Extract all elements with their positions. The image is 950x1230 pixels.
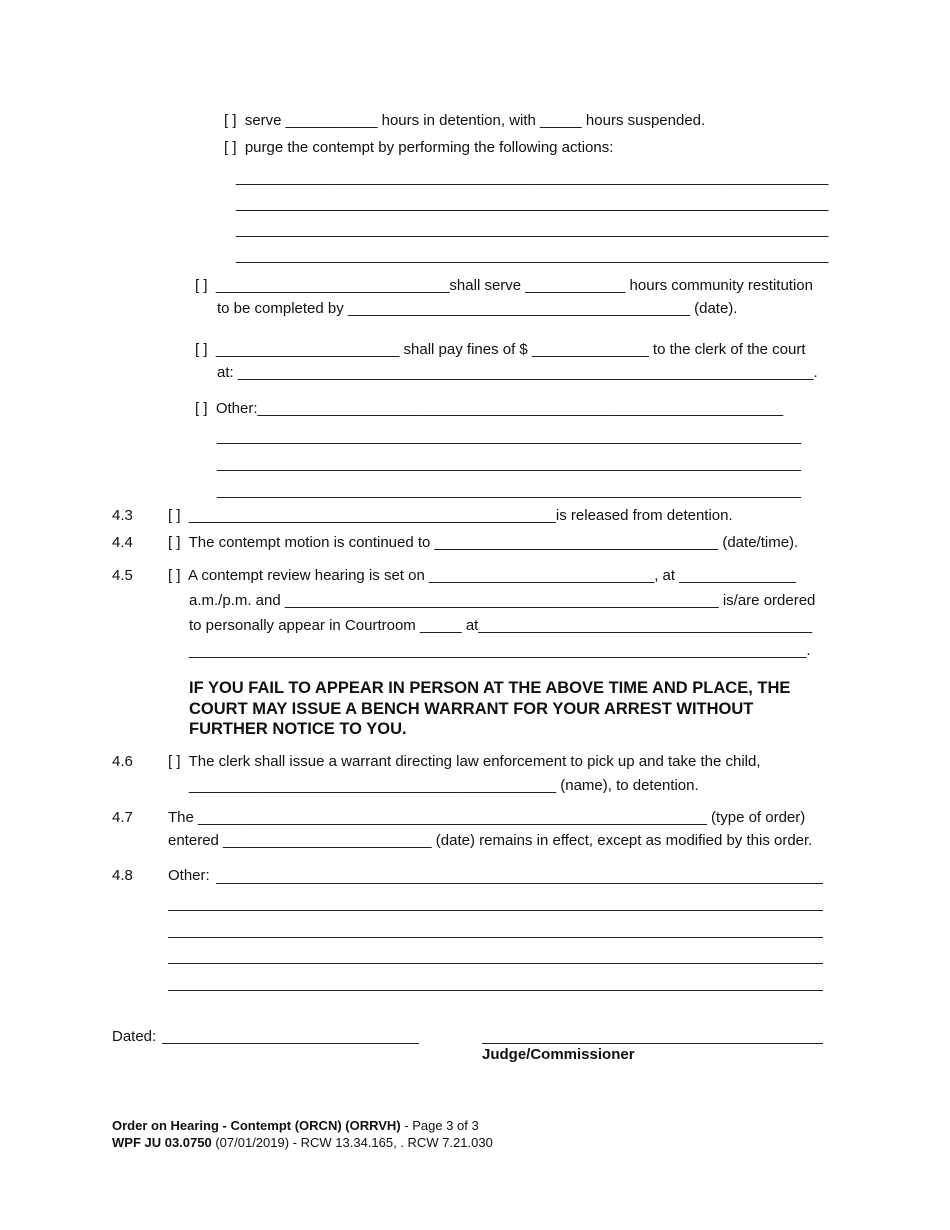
restitution-date-line[interactable]: to be completed by _________________________________________ (date). — [217, 300, 738, 317]
judge-commissioner-label: Judge/Commissioner — [482, 1046, 635, 1063]
section-number-4-6: 4.6 — [112, 753, 133, 770]
other-field-line[interactable] — [216, 883, 823, 884]
purge-blank-line[interactable]: _______________________________________________________________________ — [236, 221, 829, 238]
warrant-option[interactable]: [ ] The clerk shall issue a warrant directing law enforcement to pick up and take the child, — [168, 753, 761, 770]
warning-line: FURTHER NOTICE TO YOU. — [189, 720, 407, 738]
dated-label: Dated: — [112, 1028, 157, 1045]
other-field-line[interactable] — [168, 963, 823, 964]
section-number-4-7: 4.7 — [112, 809, 133, 826]
footer-title — [112, 1118, 479, 1134]
footer-form-code: WPF JU 03.0750 — [112, 1135, 212, 1150]
dated-field-line[interactable] — [162, 1043, 419, 1044]
bench-warrant-warning — [189, 678, 839, 740]
other-contempt-option[interactable]: [ ] Other:_______________________________________________________________ — [195, 400, 784, 417]
other-blank-line[interactable]: ______________________________________________________________________ — [217, 482, 801, 499]
section-number-4-5: 4.5 — [112, 567, 133, 584]
child-name-line[interactable]: ____________________________________________ (name), to detention. — [189, 777, 699, 794]
footer-form-id — [112, 1135, 493, 1151]
section-number-4-8: 4.8 — [112, 867, 133, 884]
other-field-line[interactable] — [168, 910, 823, 911]
warning-line: COURT MAY ISSUE A BENCH WARRANT FOR YOUR ARREST WITHOUT — [189, 699, 754, 718]
other-blank-line[interactable]: ______________________________________________________________________ — [217, 455, 801, 472]
footer-form-title: Order on Hearing - Contempt (ORCN) (ORRVH) — [112, 1118, 401, 1133]
purge-blank-line[interactable]: _______________________________________________________________________ — [236, 247, 829, 264]
order-type-line[interactable]: The _____________________________________________________________ (type of order) — [168, 809, 806, 826]
footer-page-number: - Page 3 of 3 — [400, 1118, 479, 1133]
courtroom-line[interactable]: to personally appear in Courtroom _____ at________________________________________ — [189, 617, 813, 634]
courtroom-address-line[interactable]: __________________________________________________________________________. — [189, 642, 811, 659]
review-hearing-option[interactable]: [ ] A contempt review hearing is set on ___________________________, at ______________ — [168, 567, 797, 584]
footer-form-citation: (07/01/2019) - RCW 13.34.165, . RCW 7.21.030 — [211, 1135, 493, 1150]
fines-option[interactable]: [ ] ______________________ shall pay fines of $ ______________ to the clerk of the court — [195, 341, 806, 358]
other-field-line[interactable] — [168, 990, 823, 991]
purge-contempt-option[interactable]: [ ] purge the contempt by performing the following actions: — [224, 139, 614, 156]
released-from-detention-option[interactable]: [ ] ____________________________________________is released from detention. — [168, 507, 733, 524]
order-remains-line[interactable]: entered _________________________ (date) remains in effect, except as modified by this order. — [168, 832, 813, 849]
motion-continued-option[interactable]: [ ] The contempt motion is continued to __________________________________ (date/time). — [168, 534, 799, 551]
purge-blank-line[interactable]: _______________________________________________________________________ — [236, 169, 829, 186]
section-number-4-4: 4.4 — [112, 534, 133, 551]
fines-location-line[interactable]: at: _____________________________________________________________________. — [217, 364, 818, 381]
warning-line: IF YOU FAIL TO APPEAR IN PERSON AT THE ABOVE TIME AND PLACE, THE — [189, 679, 791, 697]
serve-detention-option[interactable]: [ ] serve ___________ hours in detention, with _____ hours suspended. — [224, 112, 706, 129]
review-hearing-time-line[interactable]: a.m./p.m. and ____________________________________________________ is/are ordered — [189, 592, 816, 609]
other-blank-line[interactable]: ______________________________________________________________________ — [217, 428, 801, 445]
judge-signature-line[interactable] — [482, 1043, 823, 1044]
community-restitution-option[interactable]: [ ] ____________________________shall serve ____________ hours community restitution — [195, 277, 813, 294]
section-number-4-3: 4.3 — [112, 507, 133, 524]
purge-blank-line[interactable]: _______________________________________________________________________ — [236, 195, 829, 212]
other-label: Other: — [168, 867, 210, 884]
other-field-line[interactable] — [168, 937, 823, 938]
